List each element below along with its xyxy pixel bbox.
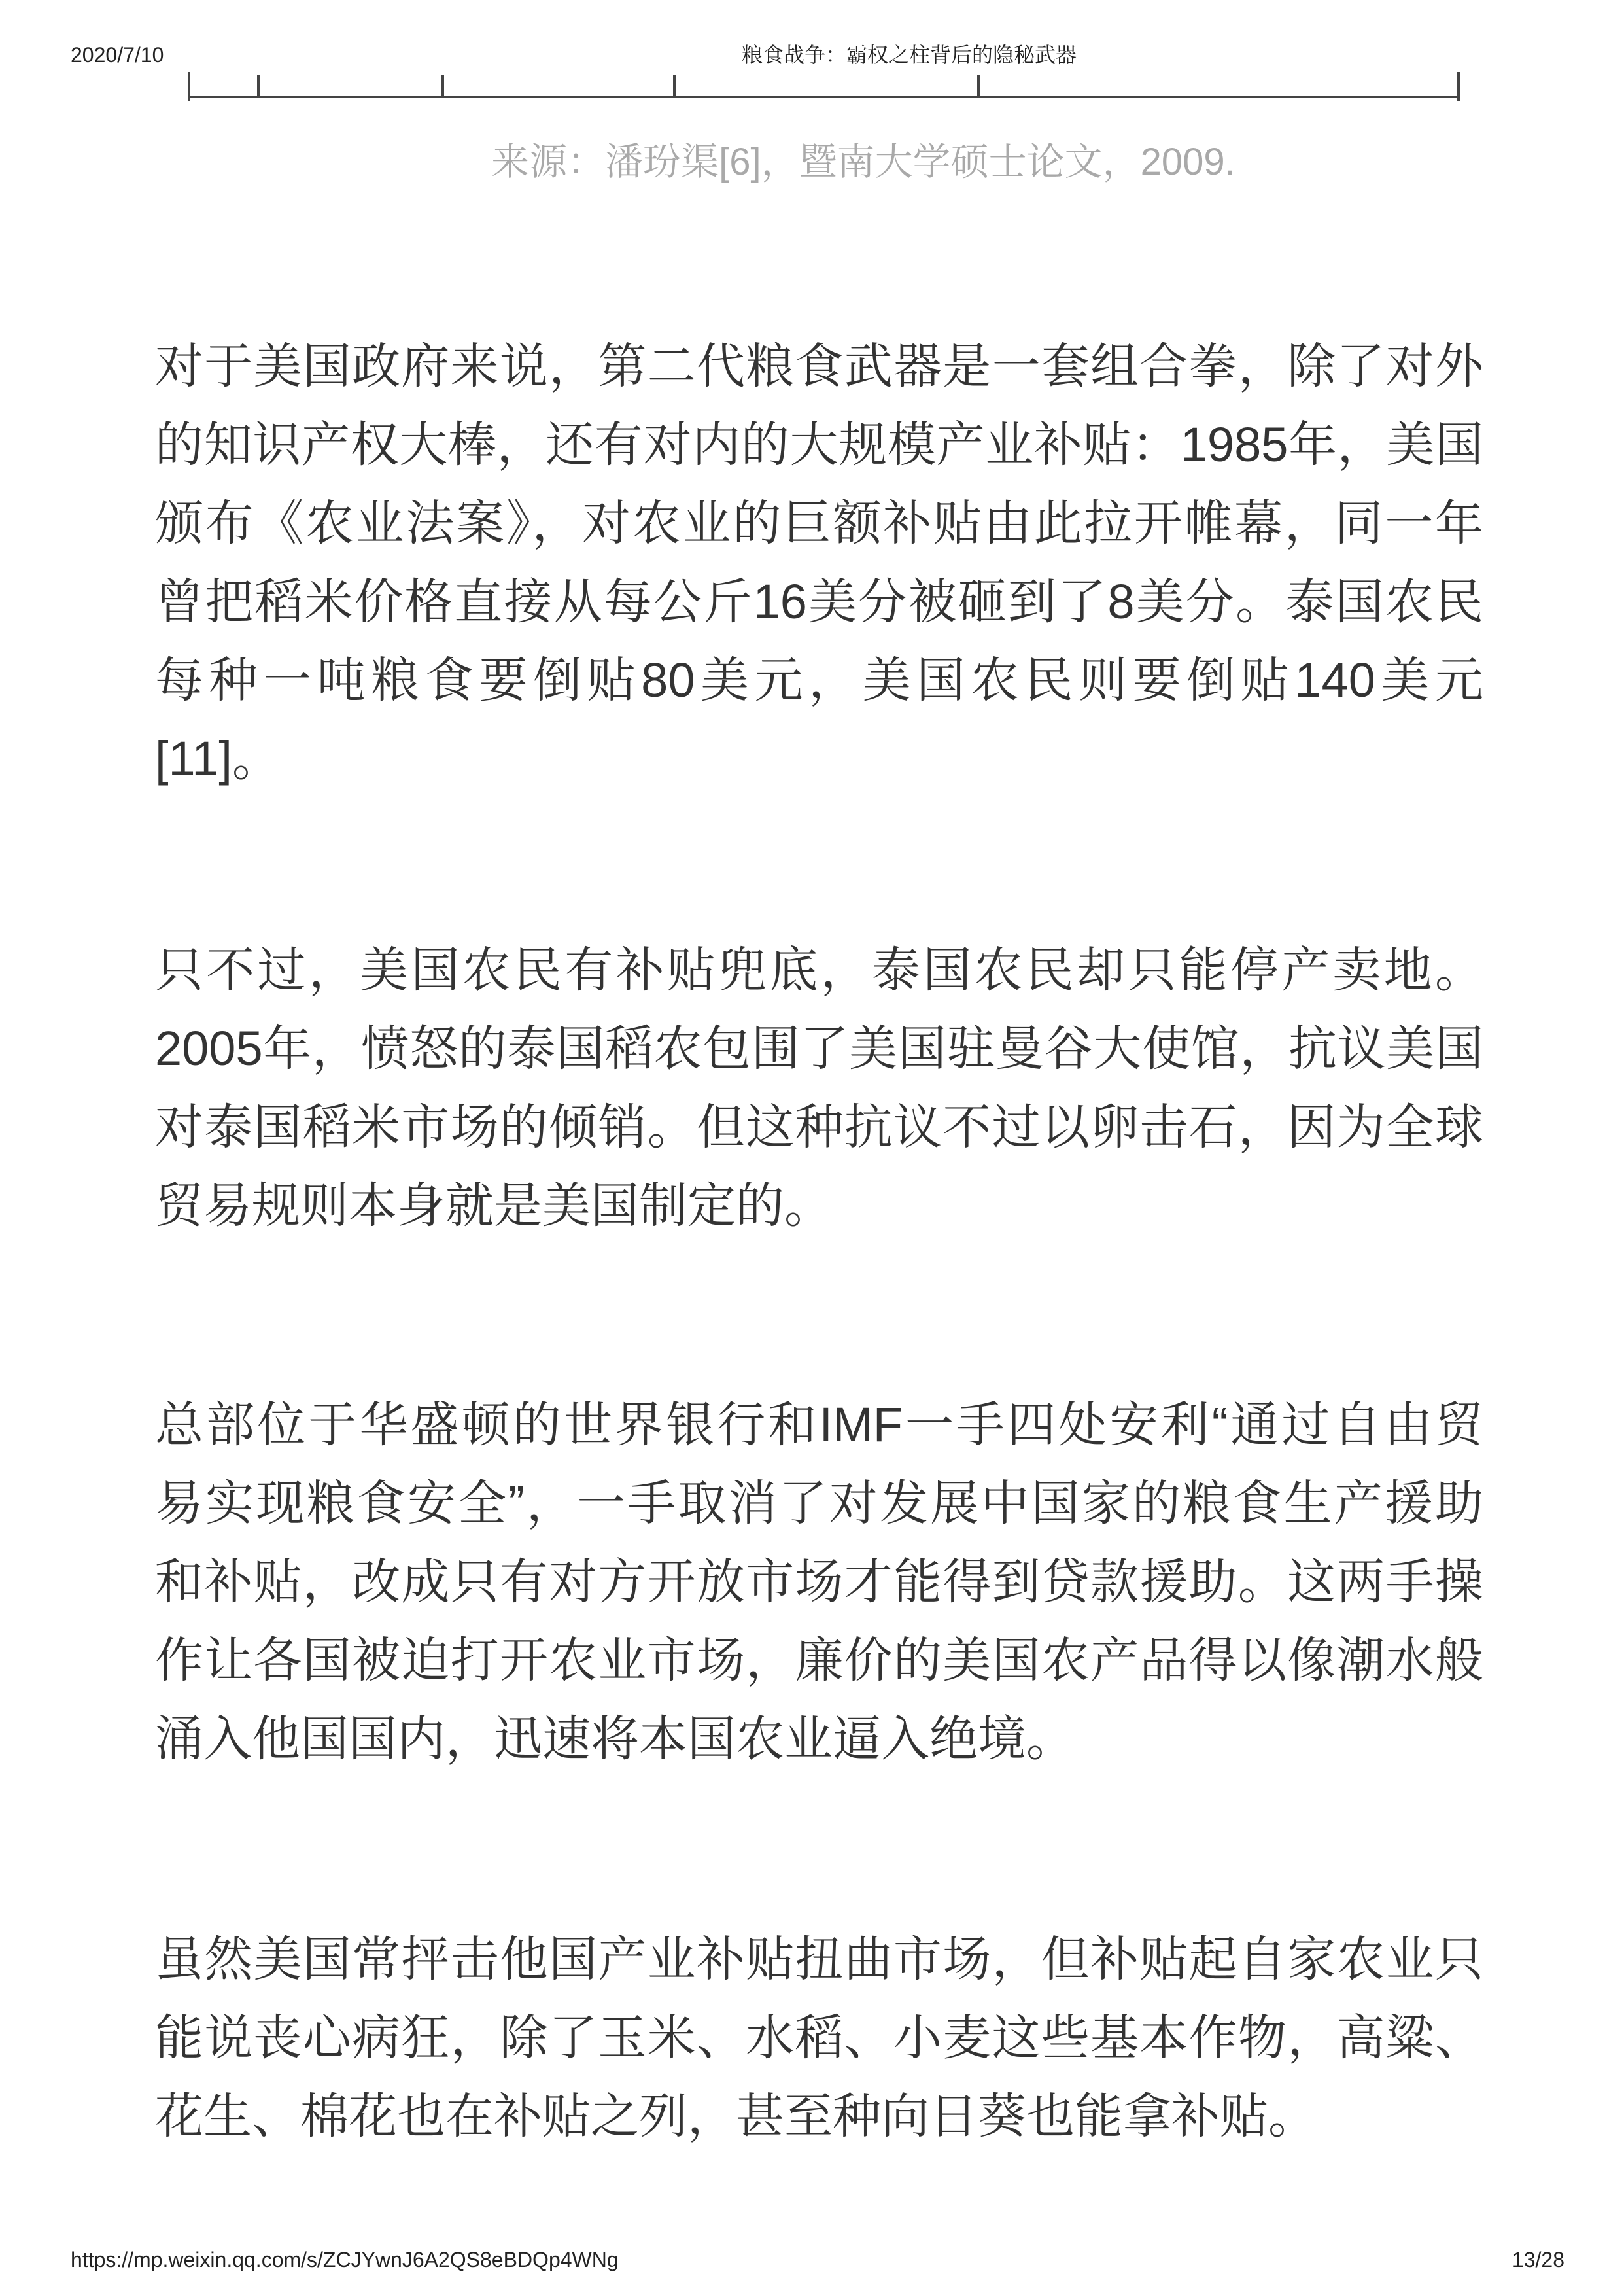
article-paragraph <box>155 931 1483 1245</box>
article-line: 和补贴，改成只有对方开放市场才能得到贷款援助。这两手操 <box>155 1554 1483 1609</box>
article-line: 对泰国稻米市场的倾销。但这种抗议不过以卵击石，因为全球 <box>155 1100 1483 1154</box>
article-line: 易实现粮食安全”，一手取消了对发展中国家的粮食生产援助 <box>155 1476 1483 1530</box>
figure-caption: 来源：潘玢渠[6]，暨南大学硕士论文，2009. <box>491 141 1235 183</box>
article-line: 花生、棉花也在补贴之列，甚至种向日葵也能拿补贴。 <box>155 2089 1317 2143</box>
print-header-title: 粮食战争：霸权之柱背后的隐秘武器 <box>741 43 1077 67</box>
print-footer-page-number: 13/28 <box>1512 2248 1564 2271</box>
article-paragraph <box>155 1386 1483 1778</box>
article-line: 2005年，愤怒的泰国稻农包围了美国驻曼谷大使馆，抗议美国 <box>155 1021 1483 1076</box>
print-header-date: 2020/7/10 <box>71 43 164 67</box>
article-line: 作让各国被迫打开农业市场，廉价的美国农产品得以像潮水般 <box>155 1633 1483 1687</box>
article-line: 曾把稻米价格直接从每公斤16美分被砸到了8美分。泰国农民 <box>155 574 1483 629</box>
article-line: 对于美国政府来说，第二代粮食武器是一套组合拳，除了对外 <box>155 339 1483 393</box>
article-line: 总部位于华盛顿的世界银行和IMF一手四处安利“通过自由贸 <box>155 1397 1483 1452</box>
article-line: [11]。 <box>155 731 281 786</box>
article-line: 涌入他国国内，迅速将本国农业逼入绝境。 <box>155 1711 1075 1766</box>
figure-axis-fragment <box>0 65 1624 111</box>
article-paragraph <box>155 1920 1483 2156</box>
article-line: 只不过，美国农民有补贴兜底，泰国农民却只能停产卖地。 <box>155 943 1483 997</box>
article-line: 颁布《农业法案》，对农业的巨额补贴由此拉开帷幕，同一年 <box>155 496 1483 550</box>
print-footer-url: https://mp.weixin.qq.com/s/ZCJYwnJ6A2QS8eBDQp4WNg <box>71 2248 619 2271</box>
article-line: 虽然美国常抨击他国产业补贴扭曲市场，但补贴起自家农业只 <box>155 1932 1483 1986</box>
article-line: 贸易规则本身就是美国制定的。 <box>155 1178 833 1233</box>
article-line: 每种一吨粮食要倒贴80美元，美国农民则要倒贴140美元 <box>155 653 1483 707</box>
article-line: 的知识产权大棒，还有对内的大规模产业补贴：1985年，美国 <box>155 417 1483 472</box>
article-paragraph <box>155 327 1483 798</box>
article-line: 能说丧心病狂，除了玉米、水稻、小麦这些基本作物，高粱、 <box>155 2010 1483 2065</box>
